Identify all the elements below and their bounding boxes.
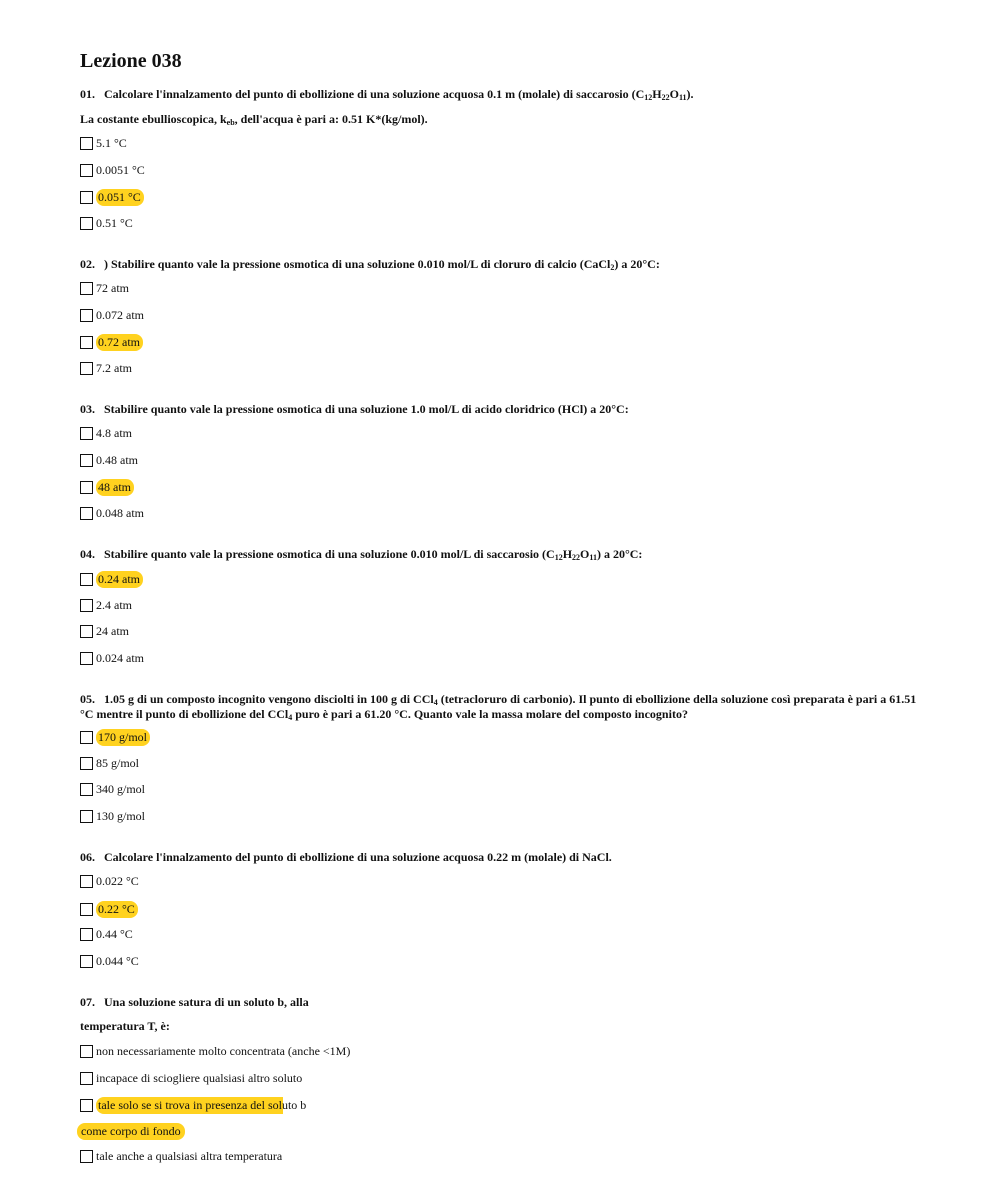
checkbox[interactable] (80, 454, 93, 467)
checkbox[interactable] (80, 1045, 93, 1058)
q03-option-2[interactable]: 0.48 atm (80, 453, 138, 468)
checkbox[interactable] (80, 282, 93, 295)
q01-option-1[interactable]: 5.1 °C (80, 136, 127, 151)
q05-option-4[interactable]: 130 g/mol (80, 809, 145, 824)
q06-option-4[interactable]: 0.044 °C (80, 954, 139, 969)
q01-option-2[interactable]: 0.0051 °C (80, 163, 145, 178)
highlighted-answer: 0.22 °C (96, 901, 138, 918)
highlighted-answer: 0.72 atm (96, 334, 143, 351)
checkbox[interactable] (80, 810, 93, 823)
q03-option-1[interactable]: 4.8 atm (80, 426, 132, 441)
q07-option-3[interactable] (80, 1097, 309, 1114)
q01-option-3[interactable] (80, 189, 144, 206)
q07-option-2[interactable]: incapace di sciogliere qualsiasi altro soluto (80, 1071, 302, 1086)
question-01-text: 01. Calcolare l'innalzamento del punto di ebollizione di una soluzione acquosa 0.1 m (molale) di saccarosio $(C_{12}H_{22}O_{11})$. (80, 87, 694, 102)
highlighted-answer: 48 atm (96, 479, 134, 496)
highlighted-answer-continuation: come corpo di fondo (77, 1123, 185, 1140)
checkbox[interactable] (80, 928, 93, 941)
question-05-text: 05. 1.05 g di un composto incognito vengono disciolti in 100 g di CCl$_4$ (tetracloruro di carbonio). Il punto di ebollizione della soluzione così preparata è pari a 61.51 °C mentre il punto di ebollizione del CCl$_4$ puro è pari a 61.20 °C. Quanto vale la massa molare del composto incognito? (80, 692, 917, 722)
checkbox[interactable] (80, 652, 93, 665)
checkbox[interactable] (80, 731, 93, 744)
question-03-text: 03. Stabilire quanto vale la pressione osmotica di una soluzione 1.0 mol/L di acido cloridrico (HCl) a 20°C: (80, 402, 629, 416)
q04-option-1[interactable] (80, 571, 143, 588)
question-01-text-2: La costante ebullioscopica, $k_{eb}$, dell'acqua è pari a: 0.51 K*(kg/mol). (80, 112, 428, 127)
checkbox[interactable] (80, 191, 93, 204)
question-07-text-2: temperatura T, è: (80, 1019, 170, 1033)
question-number: 01. (80, 87, 95, 101)
q03-option-3[interactable] (80, 479, 134, 496)
q01-option-4[interactable]: 0.51 °C (80, 216, 133, 231)
checkbox[interactable] (80, 481, 93, 494)
checkbox[interactable] (80, 427, 93, 440)
checkbox[interactable] (80, 625, 93, 638)
checkbox[interactable] (80, 1099, 93, 1112)
q02-option-3[interactable] (80, 334, 143, 351)
q06-option-1[interactable]: 0.022 °C (80, 874, 139, 889)
q07-option-1[interactable]: non necessariamente molto concentrata (anche <1M) (80, 1044, 350, 1059)
question-06-text: 06. Calcolare l'innalzamento del punto di ebollizione di una soluzione acquosa 0.22 m (molale) di NaCl. (80, 850, 612, 864)
checkbox[interactable] (80, 217, 93, 230)
checkbox[interactable] (80, 137, 93, 150)
checkbox[interactable] (80, 309, 93, 322)
checkbox[interactable] (80, 336, 93, 349)
q05-option-3[interactable]: 340 g/mol (80, 782, 145, 797)
checkbox[interactable] (80, 164, 93, 177)
highlighted-answer: 0.24 atm (96, 571, 143, 588)
page-title: Lezione 038 (80, 50, 182, 72)
q04-option-3[interactable]: 24 atm (80, 624, 129, 639)
checkbox[interactable] (80, 875, 93, 888)
checkbox[interactable] (80, 599, 93, 612)
checkbox[interactable] (80, 783, 93, 796)
question-07-text: 07. Una soluzione satura di un soluto b, alla (80, 995, 309, 1009)
q05-option-2[interactable]: 85 g/mol (80, 756, 139, 771)
q05-option-1[interactable] (80, 729, 150, 746)
question-02-text: 02. ) Stabilire quanto vale la pressione osmotica di una soluzione 0.010 mol/L di cloruro di calcio (CaCl$_2$) a 20°C: (80, 257, 660, 272)
checkbox[interactable] (80, 1072, 93, 1085)
q06-option-3[interactable]: 0.44 °C (80, 927, 133, 942)
checkbox[interactable] (80, 757, 93, 770)
highlighted-answer: tale solo se si trova in presenza del soluto b (96, 1097, 309, 1114)
q03-option-4[interactable]: 0.048 atm (80, 506, 144, 521)
q04-option-4[interactable]: 0.024 atm (80, 651, 144, 666)
checkbox[interactable] (80, 955, 93, 968)
q02-option-2[interactable]: 0.072 atm (80, 308, 144, 323)
checkbox[interactable] (80, 507, 93, 520)
checkbox[interactable] (80, 1150, 93, 1163)
q07-option-4[interactable]: tale anche a qualsiasi altra temperatura (80, 1149, 282, 1164)
highlighted-answer: 0.051 °C (96, 189, 144, 206)
checkbox[interactable] (80, 903, 93, 916)
checkbox[interactable] (80, 362, 93, 375)
q02-option-4[interactable]: 7.2 atm (80, 361, 132, 376)
q02-option-1[interactable]: 72 atm (80, 281, 129, 296)
checkbox[interactable] (80, 573, 93, 586)
q04-option-2[interactable]: 2.4 atm (80, 598, 132, 613)
question-04-text: 04. Stabilire quanto vale la pressione osmotica di una soluzione 0.010 mol/L di saccarosio $(C_{12}H_{22}O_{11})$ a 20°C: (80, 547, 643, 562)
highlighted-answer: 170 g/mol (96, 729, 150, 746)
q06-option-2[interactable] (80, 901, 138, 918)
